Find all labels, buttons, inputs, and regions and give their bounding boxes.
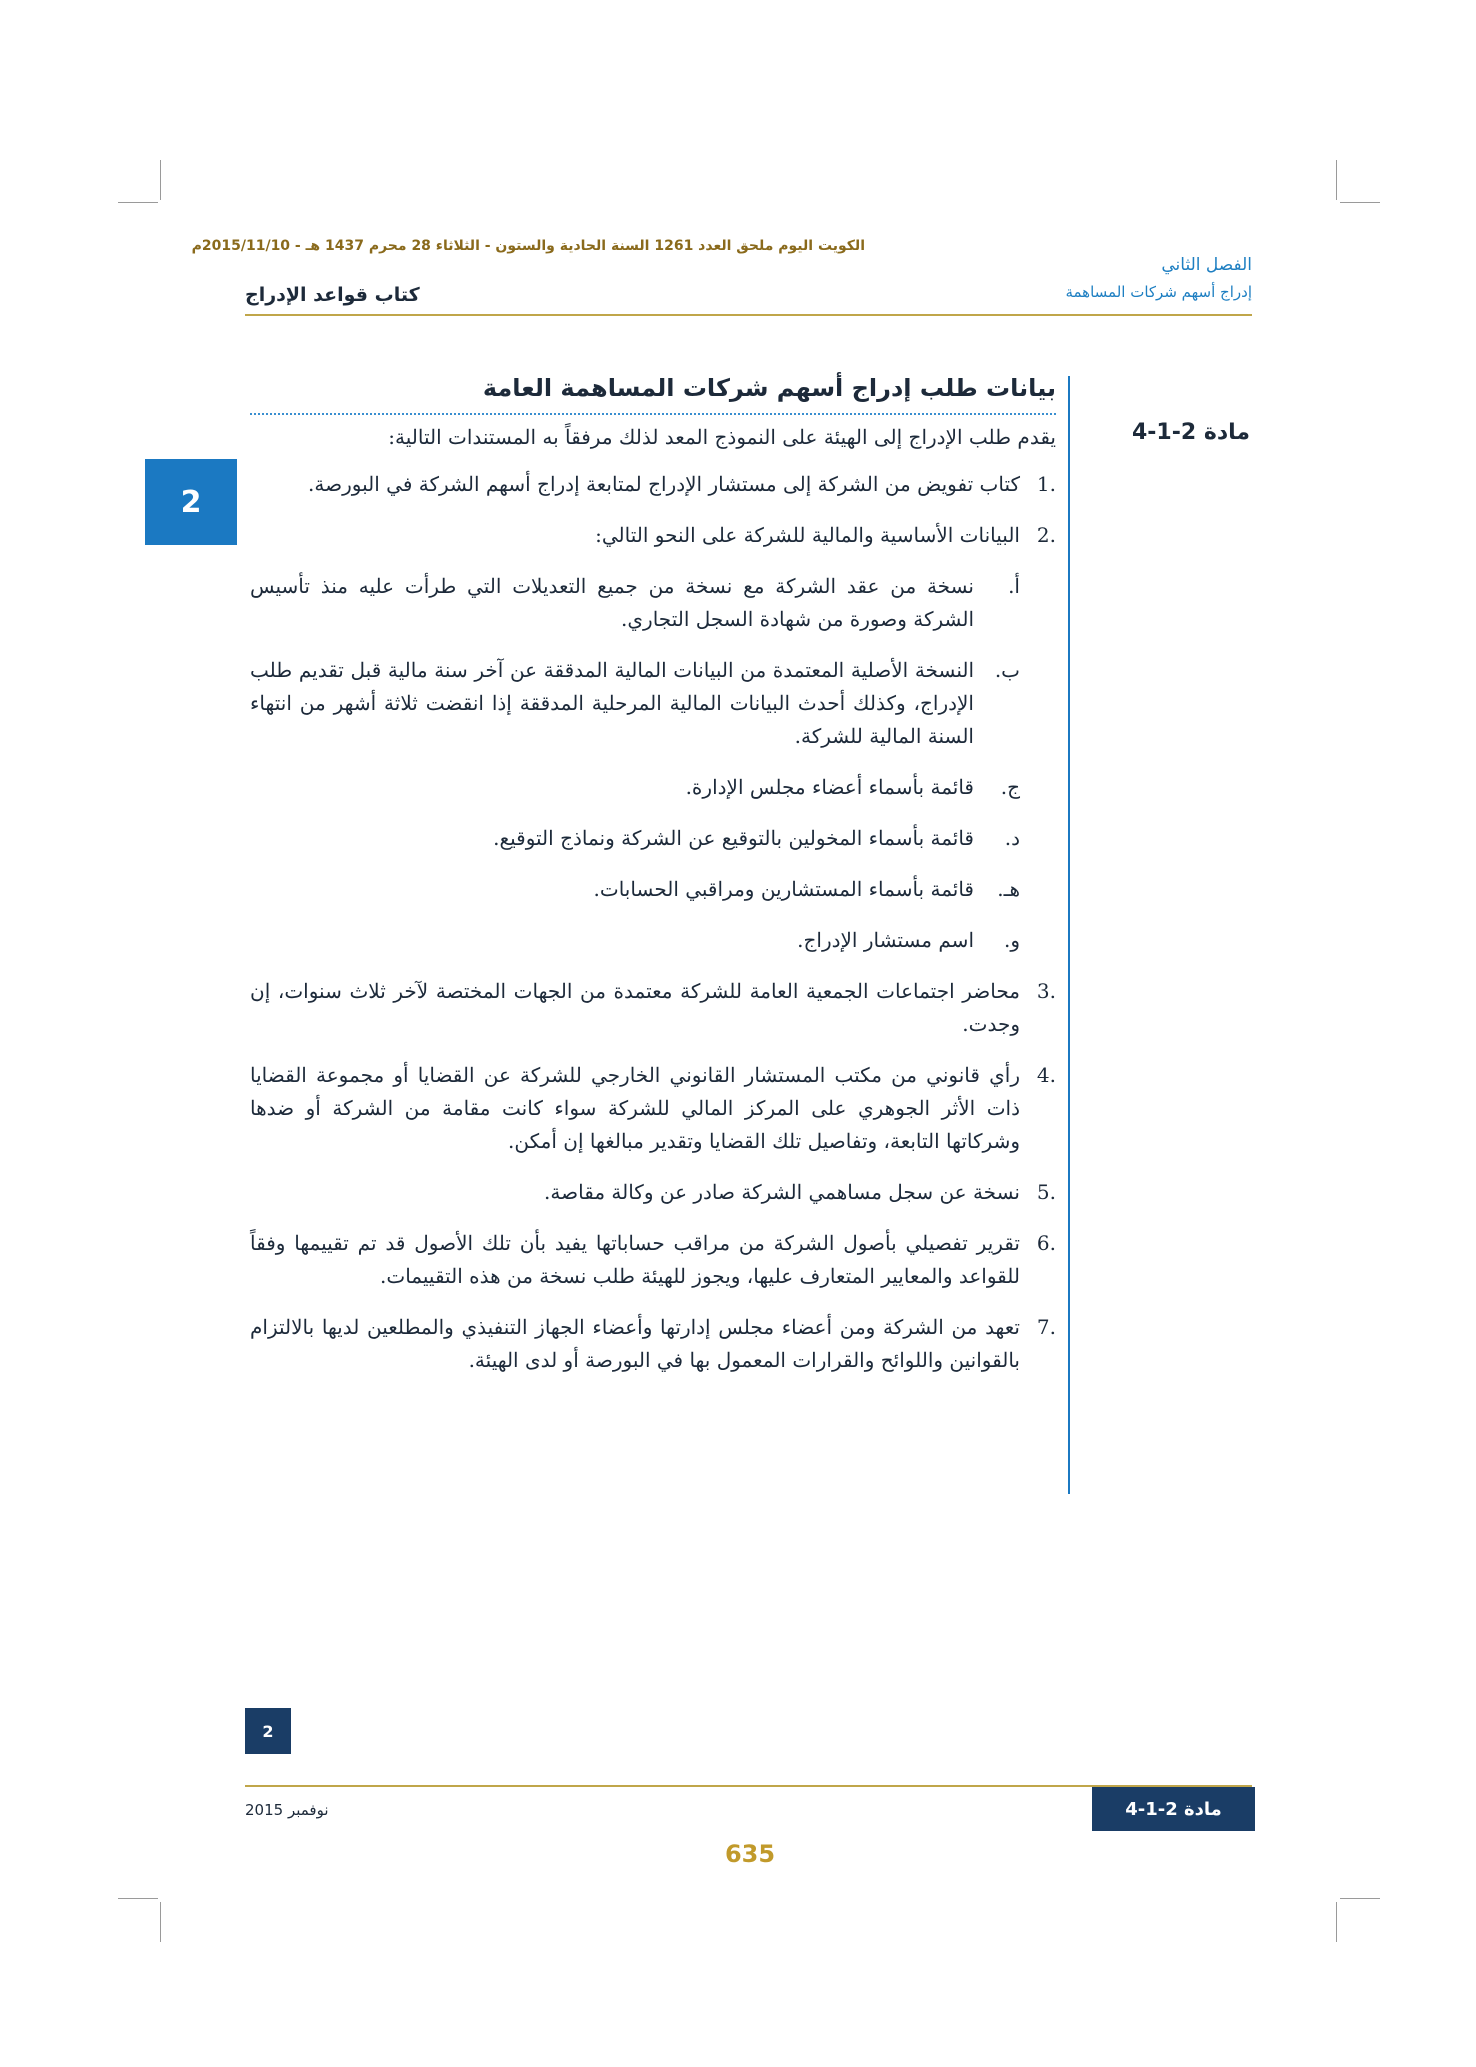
- crop-mark: [1336, 1902, 1337, 1942]
- article-content: [250, 372, 1056, 1395]
- list-item-text: كتاب تفويض من الشركة إلى مستشار الإدراج لمتابعة إدراج أسهم الشركة في البورصة.: [308, 472, 1020, 496]
- footer-article-label: مادة 2-1-4: [1092, 1787, 1255, 1831]
- sub-list-item: [250, 924, 1056, 957]
- crop-mark: [1336, 160, 1337, 200]
- crop-mark: [160, 160, 161, 200]
- list-item: [250, 1311, 1056, 1377]
- list-item: [250, 975, 1056, 1041]
- chapter-side-tab: 2: [145, 459, 237, 545]
- gazette-page-number: 635: [724, 1840, 776, 1868]
- list-marker: د.: [1004, 826, 1020, 850]
- article-title: بيانات طلب إدراج أسهم شركات المساهمة العامة: [250, 372, 1056, 415]
- list-item-text: النسخة الأصلية المعتمدة من البيانات المالية المدققة عن آخر سنة مالية قبل تقديم طلب الإدراج، وكذلك أحدث البيانات المالية المرحلية المدققة إذا انقضت ثلاثة أشهر من انتهاء السنة المالية للشركة.: [250, 658, 974, 748]
- list-marker: ج.: [1000, 775, 1020, 799]
- crop-mark: [1340, 1898, 1380, 1899]
- list-item: [250, 1227, 1056, 1293]
- list-marker: .3: [1036, 979, 1056, 1003]
- list-item: [250, 519, 1056, 552]
- sub-list-item: [250, 771, 1056, 804]
- content-vertical-rule: [1068, 376, 1070, 1494]
- sub-list-item: [250, 654, 1056, 753]
- page-number-box: 2: [245, 1708, 291, 1754]
- list-item-text: قائمة بأسماء المخولين بالتوقيع عن الشركة ونماذج التوقيع.: [493, 826, 974, 850]
- list-item: [250, 468, 1056, 501]
- list-item-text: اسم مستشار الإدراج.: [797, 928, 974, 952]
- list-marker: .4: [1036, 1063, 1056, 1087]
- sub-list-item: [250, 570, 1056, 636]
- list-marker: .1: [1036, 472, 1056, 496]
- sub-list-item: [250, 873, 1056, 906]
- crop-mark: [118, 202, 158, 203]
- chapter-title: الفصل الثاني: [1161, 255, 1252, 275]
- list-item-text: تقرير تفصيلي بأصول الشركة من مراقب حساباتها يفيد بأن تلك الأصول قد تم تقييمها وفقاً للقواعد والمعايير المتعارف عليها، ويجوز للهيئة طلب نسخة من هذه التقييمات.: [250, 1231, 1020, 1288]
- crop-mark: [118, 1898, 158, 1899]
- header-divider: [245, 314, 1252, 316]
- list-item-text: نسخة عن سجل مساهمي الشركة صادر عن وكالة مقاصة.: [544, 1180, 1020, 1204]
- list-item-text: البيانات الأساسية والمالية للشركة على النحو التالي:: [595, 523, 1020, 547]
- list-item-text: نسخة من عقد الشركة مع نسخة من جميع التعديلات التي طرأت عليه منذ تأسيس الشركة وصورة من شهادة السجل التجاري.: [250, 574, 975, 631]
- list-marker: و.: [1003, 928, 1020, 952]
- list-marker: ب.: [994, 658, 1020, 682]
- crop-mark: [1340, 202, 1380, 203]
- list-marker: .5: [1036, 1180, 1056, 1204]
- list-marker: أ.: [1008, 574, 1020, 598]
- list-item-text: رأي قانوني من مكتب المستشار القانوني الخارجي للشركة عن القضايا أو مجموعة القضايا ذات الأثر الجوهري على المركز المالي للشركة سواء كانت مقامة من الشركة أو ضدها وشركاتها التابعة، وتفاصيل تلك القضايا وتقدير مبالغها إن أمكن.: [250, 1063, 1020, 1153]
- list-item: [250, 1059, 1056, 1158]
- list-item-text: قائمة بأسماء أعضاء مجلس الإدارة.: [685, 775, 974, 799]
- chapter-subtitle: إدراج أسهم شركات المساهمة: [1065, 283, 1252, 301]
- crop-mark: [160, 1902, 161, 1942]
- list-item-text: تعهد من الشركة ومن أعضاء مجلس إدارتها وأعضاء الجهاز التنفيذي والمطلعين لديها بالالتزام بالقوانين واللوائح والقرارات المعمول بها في البورصة أو لدى الهيئة.: [250, 1315, 1020, 1372]
- gazette-header-line: الكويت اليوم ملحق العدد 1261 السنة الحادية والستون - الثلاثاء 28 محرم 1437 هـ - 2015/11/10م: [191, 238, 865, 254]
- list-marker: .7: [1036, 1315, 1056, 1339]
- list-marker: هـ.: [997, 877, 1020, 901]
- sub-list-item: [250, 822, 1056, 855]
- list-item-text: محاضر اجتماعات الجمعية العامة للشركة معتمدة من الجهات المختصة لآخر ثلاث سنوات، إن وجدت.: [250, 979, 1020, 1036]
- article-intro: يقدم طلب الإدراج إلى الهيئة على النموذج المعد لذلك مرفقاً به المستندات التالية:: [388, 425, 1056, 449]
- list-marker: .2: [1036, 523, 1056, 547]
- list-item-text: قائمة بأسماء المستشارين ومراقبي الحسابات.: [593, 877, 974, 901]
- list-item: [250, 1176, 1056, 1209]
- list-marker: .6: [1036, 1231, 1056, 1255]
- footer-date: نوفمبر 2015: [245, 1801, 329, 1819]
- book-title: كتاب قواعد الإدراج: [245, 284, 420, 306]
- article-number-label: مادة 2-1-4: [1131, 420, 1250, 445]
